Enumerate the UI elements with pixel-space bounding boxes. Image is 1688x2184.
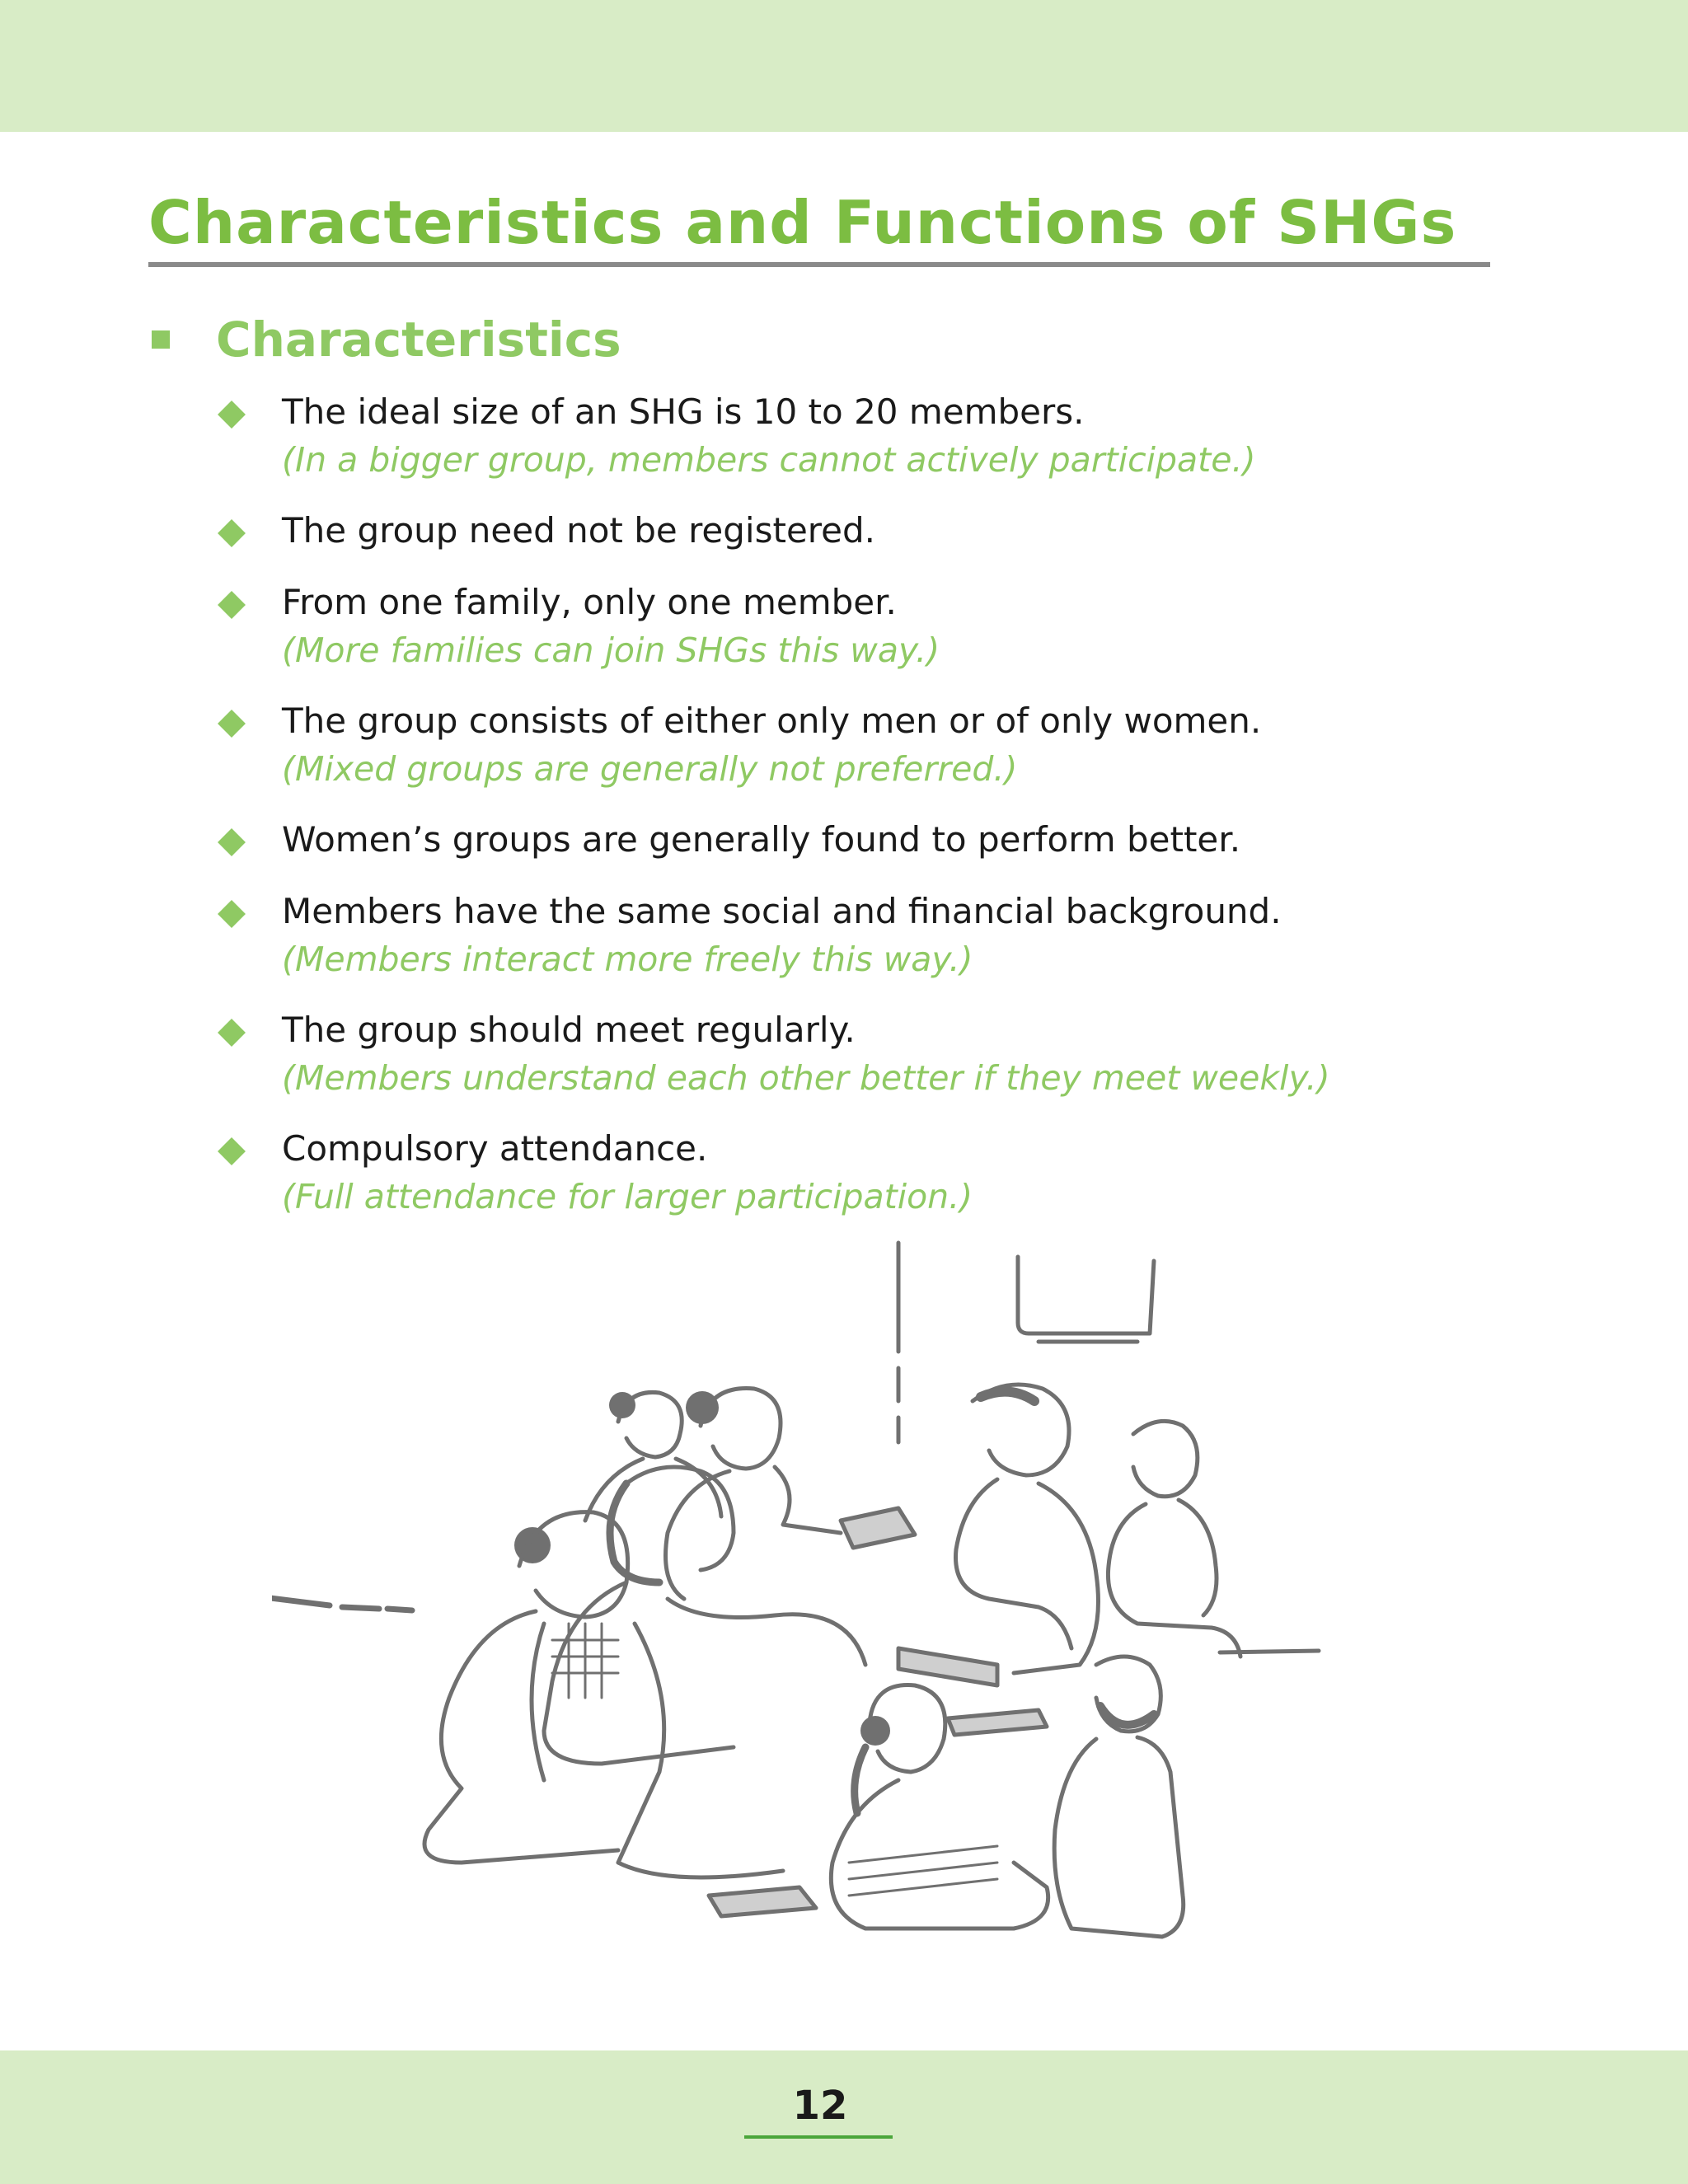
page-title: Characteristics and Functions of SHGs [148,188,1457,257]
section-heading: Characteristics [216,312,621,368]
diamond-bullet-icon [218,591,246,619]
title-underline [148,262,1490,267]
diamond-bullet-icon [218,401,246,429]
diamond-bullet-icon [218,828,246,856]
page-number: 12 [792,2083,848,2129]
item-text: The group should meet regularly. [282,1010,856,1050]
item-text: From one family, only one member. [282,582,897,622]
item-note: (Members interact more freely this way.) [282,940,973,979]
item-text: Members have the same social and financial background. [282,891,1282,931]
item-note: (Full attendance for larger participation.) [282,1177,973,1216]
header-band [0,0,1688,132]
item-note: (In a bigger group, members cannot actively participate.) [282,440,1256,480]
page-number-underline [744,2135,893,2139]
diamond-bullet-icon [218,1019,246,1047]
item-note: (Mixed groups are generally not preferred.) [282,749,1018,789]
item-text: Women’s groups are generally found to perform better. [282,819,1241,860]
diamond-bullet-icon [218,519,246,547]
item-text: The ideal size of an SHG is 10 to 20 members. [282,391,1085,432]
square-bullet-icon [152,330,170,349]
women-group-meeting-sketch-icon [272,1236,1343,1994]
item-text: The group need not be registered. [282,510,875,551]
diamond-bullet-icon [218,900,246,928]
item-text: The group consists of either only men or of only women. [282,701,1262,741]
item-note: (Members understand each other better if they meet weekly.) [282,1058,1330,1098]
diamond-bullet-icon [218,1137,246,1165]
diamond-bullet-icon [218,710,246,738]
item-note: (More families can join SHGs this way.) [282,630,940,670]
item-text: Compulsory attendance. [282,1128,708,1169]
